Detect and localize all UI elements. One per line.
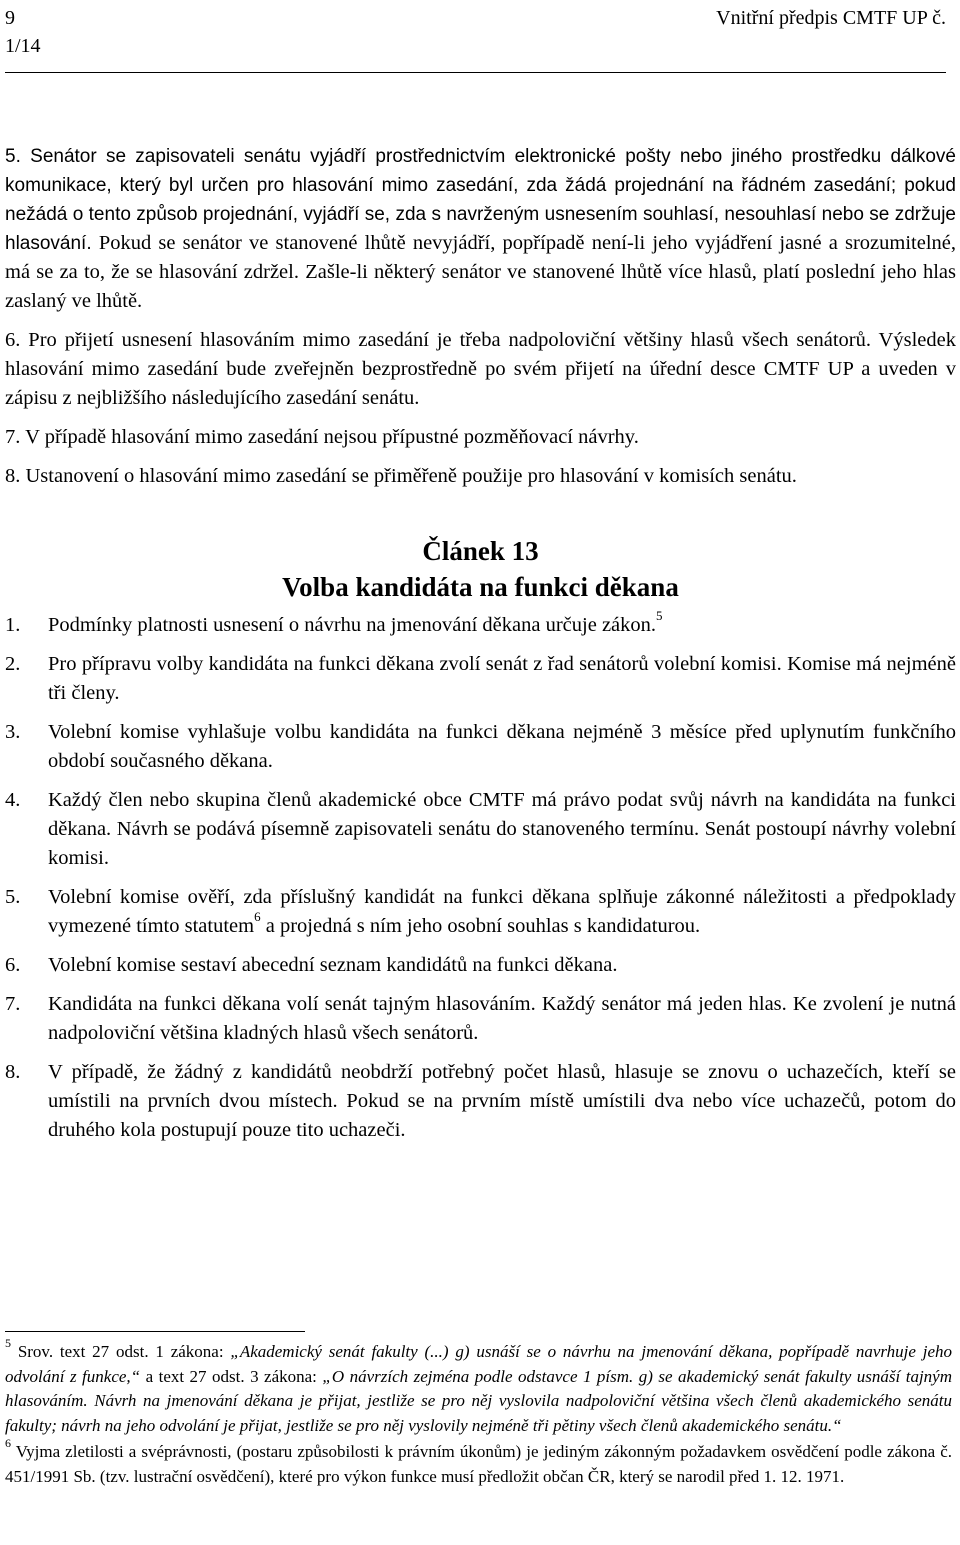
paragraph-5-number: 5. (5, 146, 21, 167)
article-item-3 (5, 718, 956, 776)
paragraph-7: 7. V případě hlasování mimo zasedání nejsou přípustné pozměňovací návrhy. (5, 426, 639, 448)
item-number: 6. (5, 954, 21, 976)
item-text (48, 883, 956, 941)
item-text: Kandidáta na funkci děkana volí senát tajným hlasováním. Každý senátor má jeden hlas. Ke zvolení je nutná nadpoloviční většina kladných hlasů všech senátorů. (48, 993, 956, 1044)
item-number: 1. (5, 614, 21, 636)
item-text: Volební komise sestaví abecední seznam kandidátů na funkci děkana. (48, 954, 618, 976)
item-number: 8. (5, 1061, 21, 1083)
item-text-part-a: Volební komise ověří, zda příslušný kandidát na funkci děkana splňuje zákonné náležitosti a předpoklady vymezené tímto statutem (48, 886, 956, 937)
article-item-6 (5, 951, 956, 980)
page-header (5, 4, 946, 70)
footnote-quote: „Akademický senát fakulty (...) g) usnáší se o návrhu na jmenování děkana, popřípadě navrhuje jeho odvolání z funkce,“ (5, 1342, 953, 1386)
item-text (48, 608, 956, 640)
footnote-text: Vyjma zletilosti a svéprávnosti, (postaru způsobilosti k právním úkonům) je jediným zákonným požadavkem osvědčení podle zákona č. 451/1991 Sb. (tzv. lustrační osvědčení), které pro výkon funkce musí předložit občan ČR, který se narodil před 1. 12. 1971. (5, 1442, 952, 1486)
page-number: 9 (5, 7, 15, 29)
paragraph-6-text-2: Výsledek hlasování mimo zasedání bude zveřejněn bezprostředně po svém přijetí na úřední desce CMTF UP a uveden v zápisu z nejbližšího následujícího zasedání senátu. (5, 329, 956, 409)
article-number: Článek 13 (422, 536, 539, 566)
paragraph-8: 8. Ustanovení o hlasování mimo zasedání se přiměřeně použije pro hlasování v komisích senátu. (5, 465, 797, 487)
footnote-ref-5[interactable]: 5 (656, 608, 663, 624)
item-number: 3. (5, 721, 21, 743)
item-text: Volební komise vyhlašuje volbu kandidáta na funkci děkana nejméně 3 měsíce před uplynutím funkčního období současného děkana. (48, 721, 956, 772)
header-divider (5, 72, 946, 73)
article-item-8 (5, 1058, 956, 1145)
paragraph-5-tail: Zašle-li některý senátor ve stanovené lhůtě více hlasů, platí poslední jeho hlas zaslaný ve lhůtě. (5, 261, 957, 312)
footnote-divider (5, 1331, 305, 1332)
page-count: 1/14 (5, 35, 41, 57)
paragraph-5-sans-text: Senátor se zapisovateli senátu vyjádří prostřednictvím elektronické pošty nebo jiného prostředku dálkové komunikace, který byl určen pro hlasování mimo zasedání, zda žádá projednání na řádném zasedání; pokud nežádá o tento způsob projednání, vyjádří se, zda s navrženým usnesením souhlasí, nesouhlasí nebo se zdržuje hlasování. (5, 146, 956, 254)
document-title: Vnitřní předpis CMTF UP č. (716, 7, 946, 29)
footnote-ref-6[interactable]: 6 (254, 909, 261, 925)
item-text-body: Podmínky platnosti usnesení o návrhu na jmenování děkana určuje zákon. (48, 614, 657, 636)
footnote-text: Srov. text 27 odst. 1 zákona: (17, 1342, 224, 1361)
article-item-1 (5, 608, 956, 640)
footnote-number: 5 (5, 1336, 11, 1351)
footnotes (5, 1336, 953, 1491)
article-heading (5, 533, 956, 605)
item-text: V případě, že žádný z kandidátů neobdrží potřebný počet hlasů, hlasuje se znovu o uchazečích, kteří se umístili na prvních dvou místech. Pokud se na prvním místě umístili dva nebo více uchazečů, potom do druhého kola postupují pouze tito uchazeči. (48, 1061, 956, 1141)
article-item-7 (5, 990, 956, 1048)
footnote-number: 6 (5, 1436, 11, 1451)
article-item-4 (5, 786, 956, 873)
document-body (5, 142, 956, 1155)
footnote-text: a text 27 odst. 3 zákona: (145, 1366, 317, 1386)
item-text: Každý člen nebo skupina členů akademické obce CMTF má právo podat svůj návrh na kandidáta na funkci děkana. Návrh se podává písemně zapisovateli senátu do stanoveného termínu. Senát postoupí návrhy volební komisi. (48, 789, 956, 869)
paragraph-6-text-1: 6. Pro přijetí usnesení hlasováním mimo zasedání je třeba nadpoloviční většiny hlasů všech senátorů. (5, 329, 871, 351)
item-number: 7. (5, 993, 21, 1015)
article-title: Volba kandidáta na funkci děkana (282, 572, 679, 602)
item-number: 2. (5, 653, 21, 675)
footnote-quote: „O návrzích zejména podle odstavce 1 písm. g) se akademický senát fakulty usnáší tajným hlasováním. Návrh na jmenování děkana je přijat, jestliže se pro něj vyslovila nadpoloviční většina všech členů akademického senátu fakulty; návrh na jeho odvolání je přijat, jestliže se pro něj vyslovily nejméně tři pětiny všech členů akademického senátu.“ (5, 1366, 952, 1435)
article-item-2 (5, 650, 956, 708)
item-number: 5. (5, 886, 21, 908)
article-item-5 (5, 883, 956, 941)
paragraph-6 (5, 326, 956, 413)
footnote-5 (5, 1336, 953, 1438)
footnote-6 (5, 1436, 952, 1489)
paragraph-5 (5, 142, 956, 316)
item-text-part-b: a projedná s ním jeho osobní souhlas s kandidaturou. (265, 915, 701, 937)
item-text: Pro přípravu volby kandidáta na funkci děkana zvolí senát z řad senátorů volební komisi. Komise má nejméně tři členy. (48, 653, 956, 704)
item-number: 4. (5, 789, 21, 811)
paragraph-5-serif-text: Pokud se senátor ve stanovené lhůtě nevyjádří, popřípadě není-li jeho vyjádření jasné a srozumitelné, má se za to, že se hlasování zdržel. (5, 232, 957, 283)
